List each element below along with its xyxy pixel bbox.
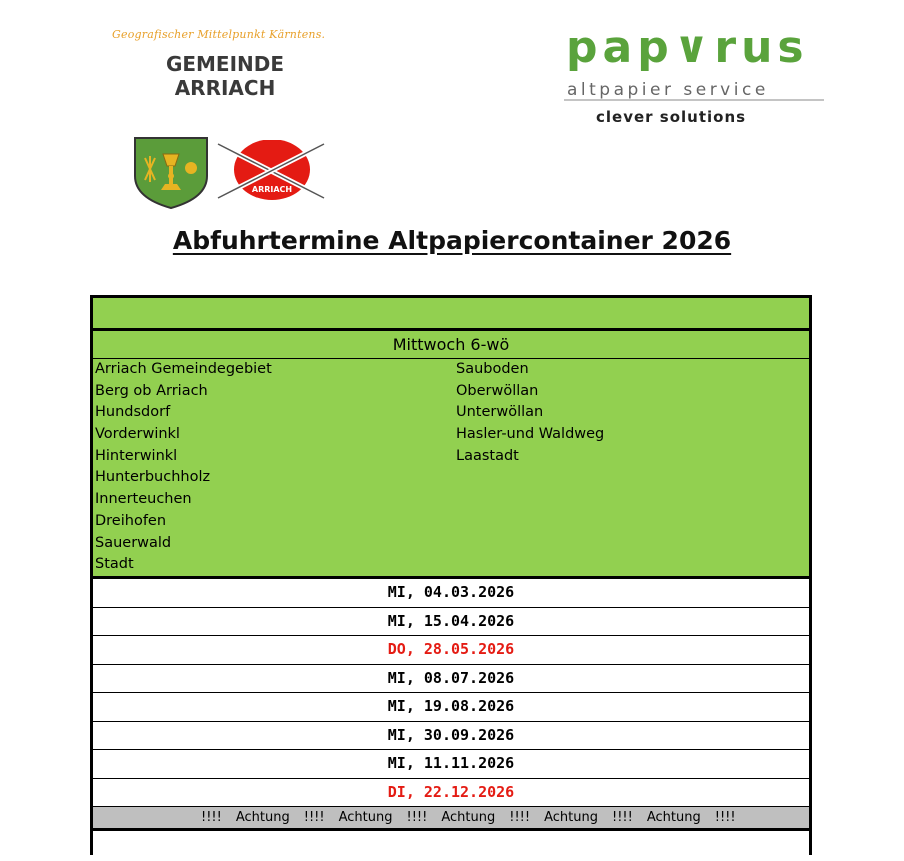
date-row: MI, 19.08.2026 (93, 693, 809, 722)
places-block (93, 359, 809, 579)
places-right-column (456, 359, 604, 467)
places-left-column (95, 359, 272, 576)
place-item: Hasler-und Waldweg (456, 426, 605, 443)
warning-word: Achtung (235, 810, 290, 825)
gemeinde-name (160, 52, 290, 100)
page-title: Abfuhrtermine Altpapiercontainer 2026 (172, 226, 732, 255)
schedule-table (90, 295, 812, 855)
warning-marks: !!!! (303, 810, 325, 825)
nologo-text: ARRIACH (251, 185, 293, 194)
place-item: Hinterwinkl (95, 447, 178, 464)
place-item: Laastadt (456, 447, 519, 464)
place-item: Oberwöllan (456, 382, 539, 399)
tagline: Geografischer Mittelpunkt Kärntens. (112, 28, 326, 41)
date-row: MI, 11.11.2026 (93, 750, 809, 779)
place-item: Arriach Gemeindegebiet (95, 361, 272, 377)
warning-word: Achtung (441, 810, 496, 825)
warning-word: Achtung (544, 810, 598, 825)
date-row: MI, 08.07.2026 (93, 665, 809, 694)
warning-marks: !!!! (201, 810, 222, 825)
papyrus-logo (564, 18, 826, 128)
place-item: Unterwöllan (456, 404, 544, 421)
papyrus-slogan: clever solutions (596, 108, 747, 126)
date-row: DI, 22.12.2026 (93, 779, 809, 808)
place-item: Sauboden (456, 361, 529, 377)
place-item: Dreihofen (95, 512, 167, 529)
place-item: Hunterbuchholz (95, 469, 211, 486)
gemeinde-line1: GEMEINDE (165, 52, 285, 76)
place-item: Sauerwald (95, 534, 172, 551)
date-row: MI, 30.09.2026 (93, 722, 809, 751)
dates-list (93, 579, 809, 807)
warning-marks: !!!! (714, 810, 736, 825)
papyrus-wordmark: pap∨rus (566, 22, 809, 73)
warning-marks: !!!! (612, 810, 633, 825)
date-row: MI, 04.03.2026 (93, 579, 809, 608)
place-item: Berg ob Arriach (95, 382, 208, 399)
gemeinde-line2: ARRIACH (174, 76, 276, 100)
warning-marks: !!!! (406, 810, 428, 825)
footer-row (93, 831, 809, 861)
warning-word: Achtung (338, 810, 393, 825)
warning-row (93, 807, 809, 831)
place-item: Vorderwinkl (95, 426, 180, 443)
place-item: Hundsdorf (95, 404, 171, 421)
date-row: MI, 15.04.2026 (93, 608, 809, 637)
date-row: DO, 28.05.2026 (93, 636, 809, 665)
warning-word: Achtung (646, 810, 701, 825)
day-label-row: Mittwoch 6-wö (93, 331, 809, 359)
header-spacer-row (93, 298, 809, 331)
coat-of-arms-icon (133, 136, 209, 210)
warning-marks: !!!! (509, 810, 531, 825)
place-item: Innerteuchen (95, 491, 192, 508)
papyrus-sub: altpapier service (567, 80, 769, 100)
no-container-icon (216, 140, 328, 200)
place-item: Stadt (95, 556, 134, 573)
